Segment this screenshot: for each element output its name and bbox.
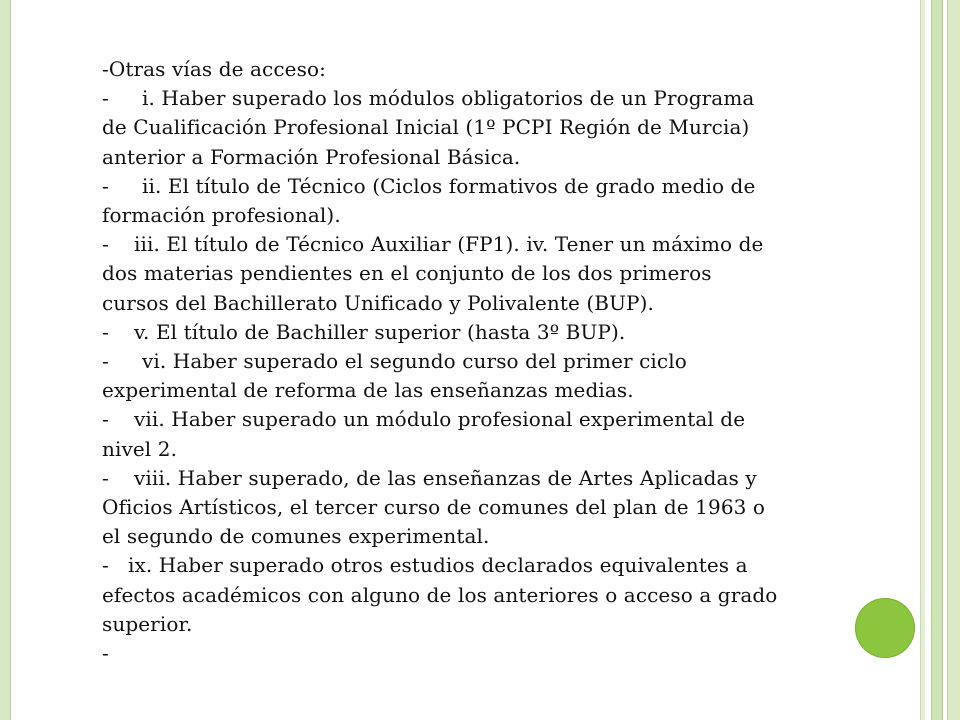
slide-heading: -Otras vías de acceso:	[102, 57, 326, 81]
left-frame-stripe	[0, 0, 11, 720]
list-item-text: ix. Haber superado otros estudios declarados equivalentes a efectos académicos con alguno de los anteriores o acceso a grado superior.	[102, 553, 778, 636]
list-dash: -	[102, 232, 109, 257]
list-item	[102, 230, 782, 318]
list-item	[102, 347, 782, 405]
list-item-text: i. Haber superado los módulos obligatorios de un Programa de Cualificación Profesional Inicial (1º PCPI Región de Murcia) anterior a Formación Profesional Básica.	[102, 86, 755, 169]
list-item-text: v. El título de Bachiller superior (hasta 3º BUP).	[134, 319, 626, 344]
right-frame-stripes	[920, 0, 960, 720]
trailing-dash: -	[102, 641, 109, 666]
list-item-text: vi. Haber superado el segundo curso del primer ciclo experimental de reforma de las enseñanzas medias.	[102, 349, 687, 403]
list-item-text: vii. Haber superado un módulo profesional experimental de nivel 2.	[102, 407, 746, 461]
list-dash: -	[102, 553, 109, 578]
list-item	[102, 172, 782, 230]
slide-body	[102, 55, 782, 668]
list-item	[102, 405, 782, 463]
list-dash: -	[102, 319, 109, 344]
list-item-text: ii. El título de Técnico (Ciclos formativos de grado medio de formación profesional).	[102, 173, 756, 228]
list-item-text: viii. Haber superado, de las enseñanzas de Artes Aplicadas y Oficios Artísticos, el tercer curso de comunes del plan de 1963 o el segundo de comunes experimental.	[102, 465, 766, 549]
list-dash: -	[102, 465, 109, 490]
list-item-text: iii. El título de Técnico Auxiliar (FP1). iv. Tener un máximo de dos materias pendientes en el conjunto de los dos primeros cursos del Bachillerato Unificado y Polivalente (BUP).	[102, 232, 764, 315]
list-dash: -	[102, 407, 109, 432]
list-item	[102, 318, 782, 347]
list-item	[102, 464, 782, 552]
list-item	[102, 551, 782, 639]
list-dash: -	[102, 349, 109, 374]
green-circle-decoration	[855, 598, 915, 658]
list-dash: -	[102, 173, 109, 198]
list-item	[102, 84, 782, 172]
list-dash: -	[102, 86, 109, 111]
